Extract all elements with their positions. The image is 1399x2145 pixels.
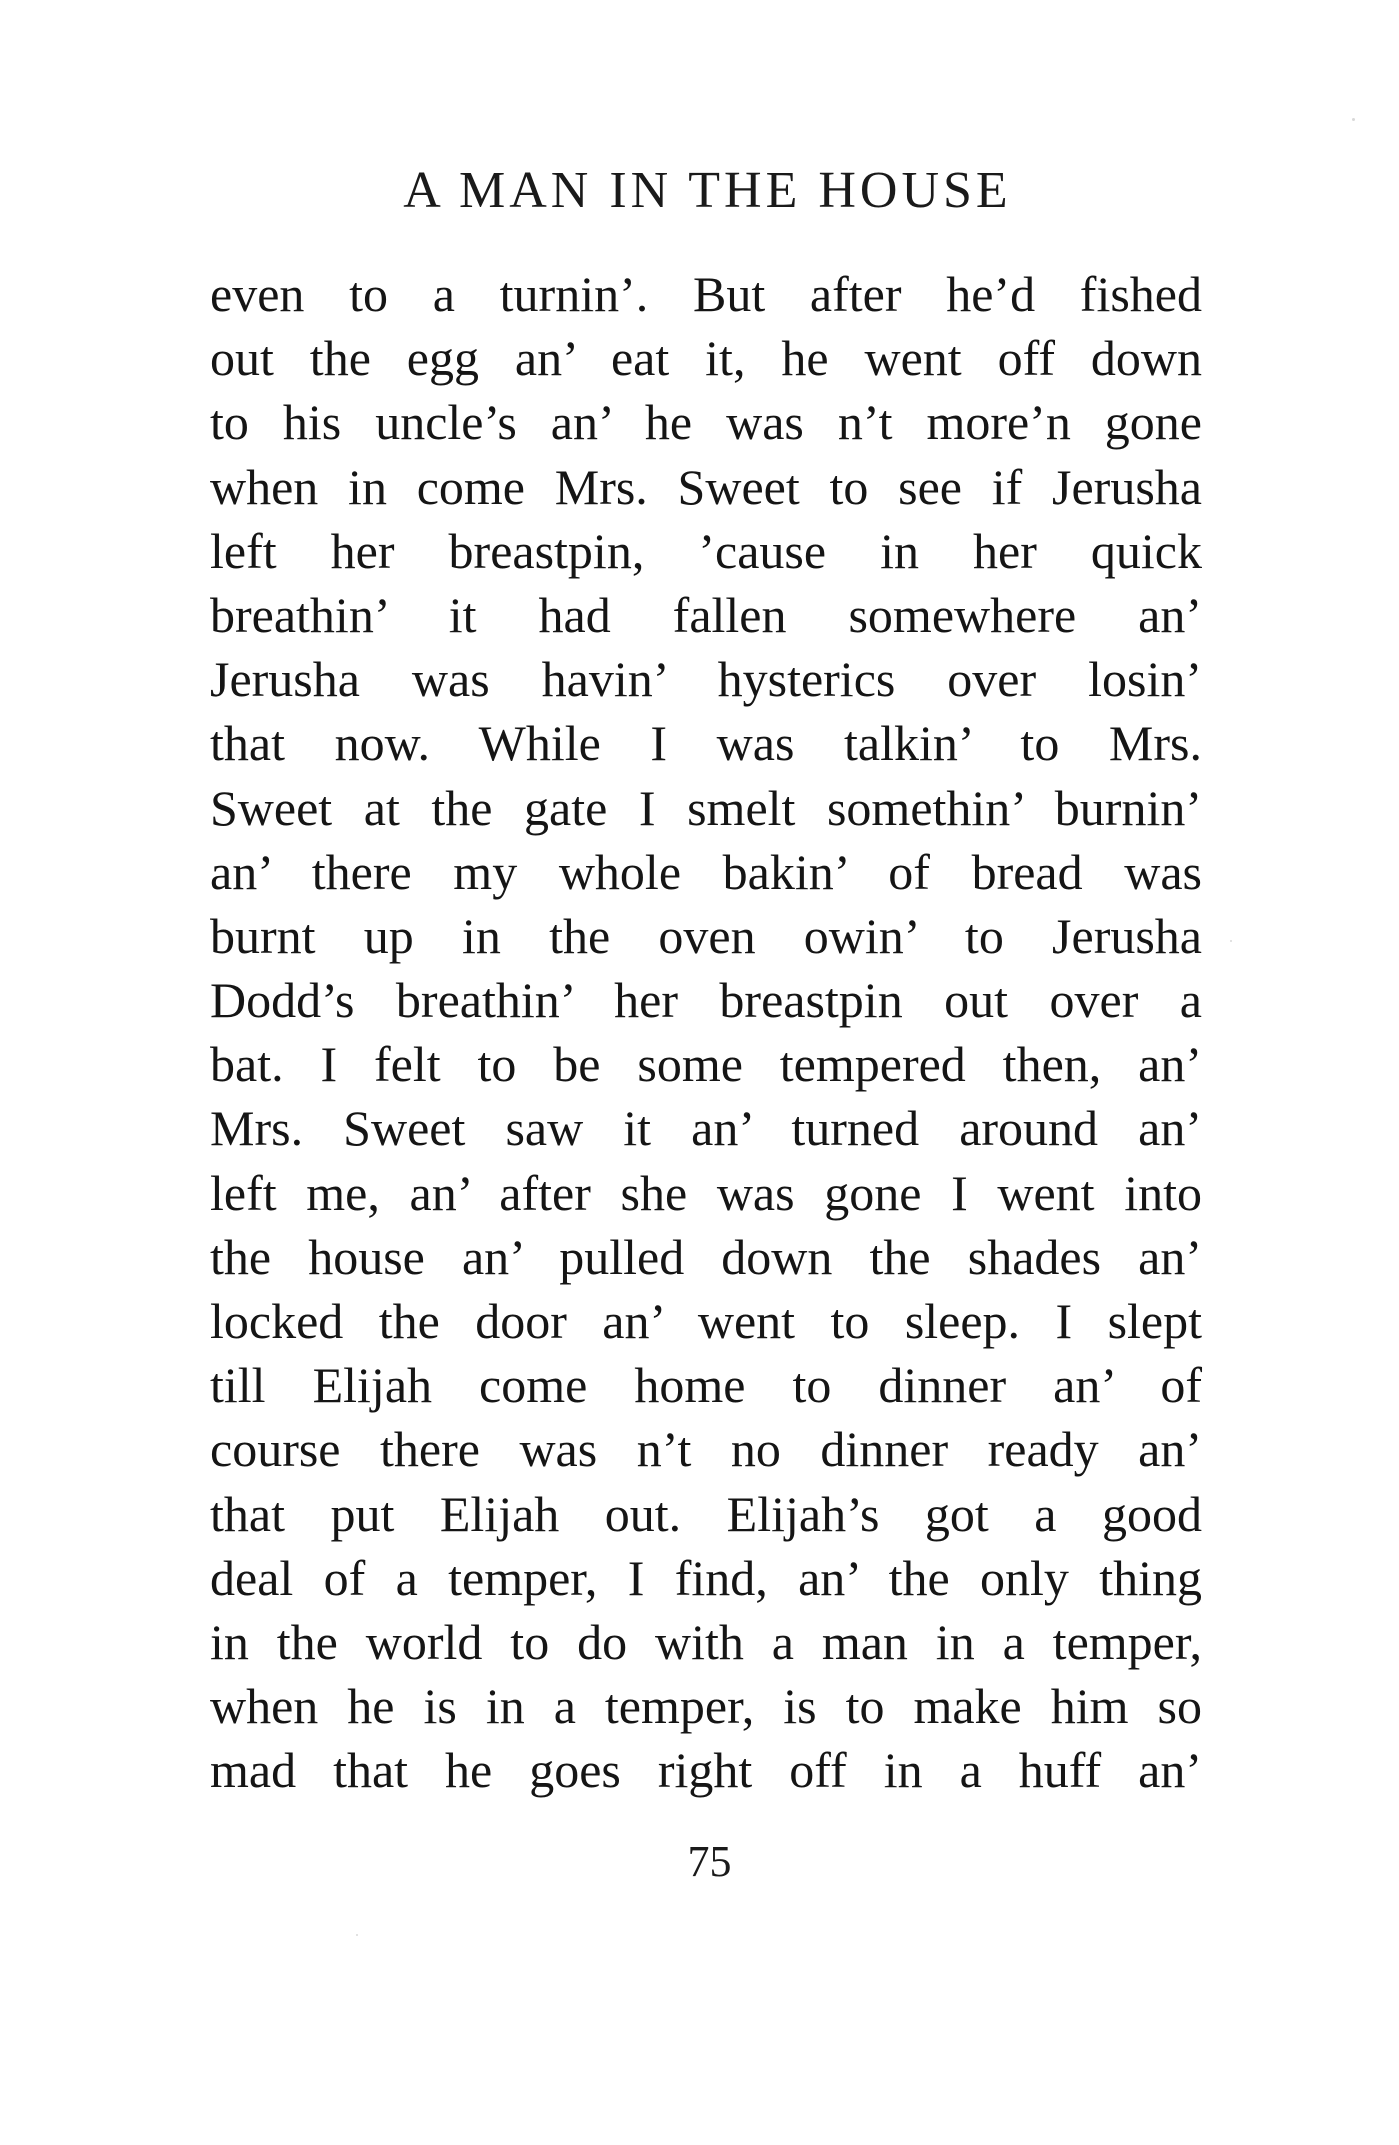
paper-speck xyxy=(356,1934,358,1936)
text-line: mad that he goes right off in a huff an’ xyxy=(210,1742,1202,1799)
text-line: Mrs. Sweet saw it an’ turned around an’ xyxy=(210,1100,1202,1157)
text-line: to his uncle’s an’ he was n’t more’n gone xyxy=(210,394,1202,451)
text-line: that put Elijah out. Elijah’s got a good xyxy=(210,1485,1202,1542)
text-line: Sweet at the gate I smelt somethin’ burnin’ xyxy=(210,779,1202,836)
running-title: A MAN IN THE HOUSE xyxy=(403,162,1012,219)
text-line: in the world to do with a man in a temper, xyxy=(210,1613,1202,1670)
text-line: left me, an’ after she was gone I went into xyxy=(210,1164,1202,1221)
text-line: till Elijah come home to dinner an’ of xyxy=(210,1357,1202,1414)
text-line: out the egg an’ eat it, he went off down xyxy=(210,330,1202,387)
paper-speck xyxy=(1352,118,1355,121)
text-line: even to a turnin’. But after he’d fished xyxy=(210,266,1202,322)
paper-speck xyxy=(1230,940,1232,942)
text-line: an’ there my whole bakin’ of bread was xyxy=(210,843,1202,900)
text-line: Dodd’s breathin’ her breastpin out over a xyxy=(210,972,1202,1029)
text-line: when he is in a temper, is to make him so xyxy=(210,1678,1202,1735)
text-line: bat. I felt to be some tempered then, an’ xyxy=(210,1036,1202,1093)
text-line: deal of a temper, I find, an’ the only thing xyxy=(210,1549,1202,1606)
text-line: left her breastpin, ’cause in her quick xyxy=(210,522,1202,579)
text-line: the house an’ pulled down the shades an’ xyxy=(210,1228,1202,1285)
body-text xyxy=(210,262,1202,1803)
text-line: locked the door an’ went to sleep. I slept xyxy=(210,1293,1202,1349)
page-number: 75 xyxy=(687,1837,732,1886)
text-line: when in come Mrs. Sweet to see if Jerusha xyxy=(210,458,1202,515)
text-line: course there was n’t no dinner ready an’ xyxy=(210,1421,1202,1478)
text-line: that now. While I was talkin’ to Mrs. xyxy=(210,715,1202,772)
text-line: Jerusha was havin’ hysterics over losin’ xyxy=(210,651,1202,708)
text-line: burnt up in the oven owin’ to Jerusha xyxy=(210,907,1202,964)
text-line: breathin’ it had fallen somewhere an’ xyxy=(210,586,1202,643)
